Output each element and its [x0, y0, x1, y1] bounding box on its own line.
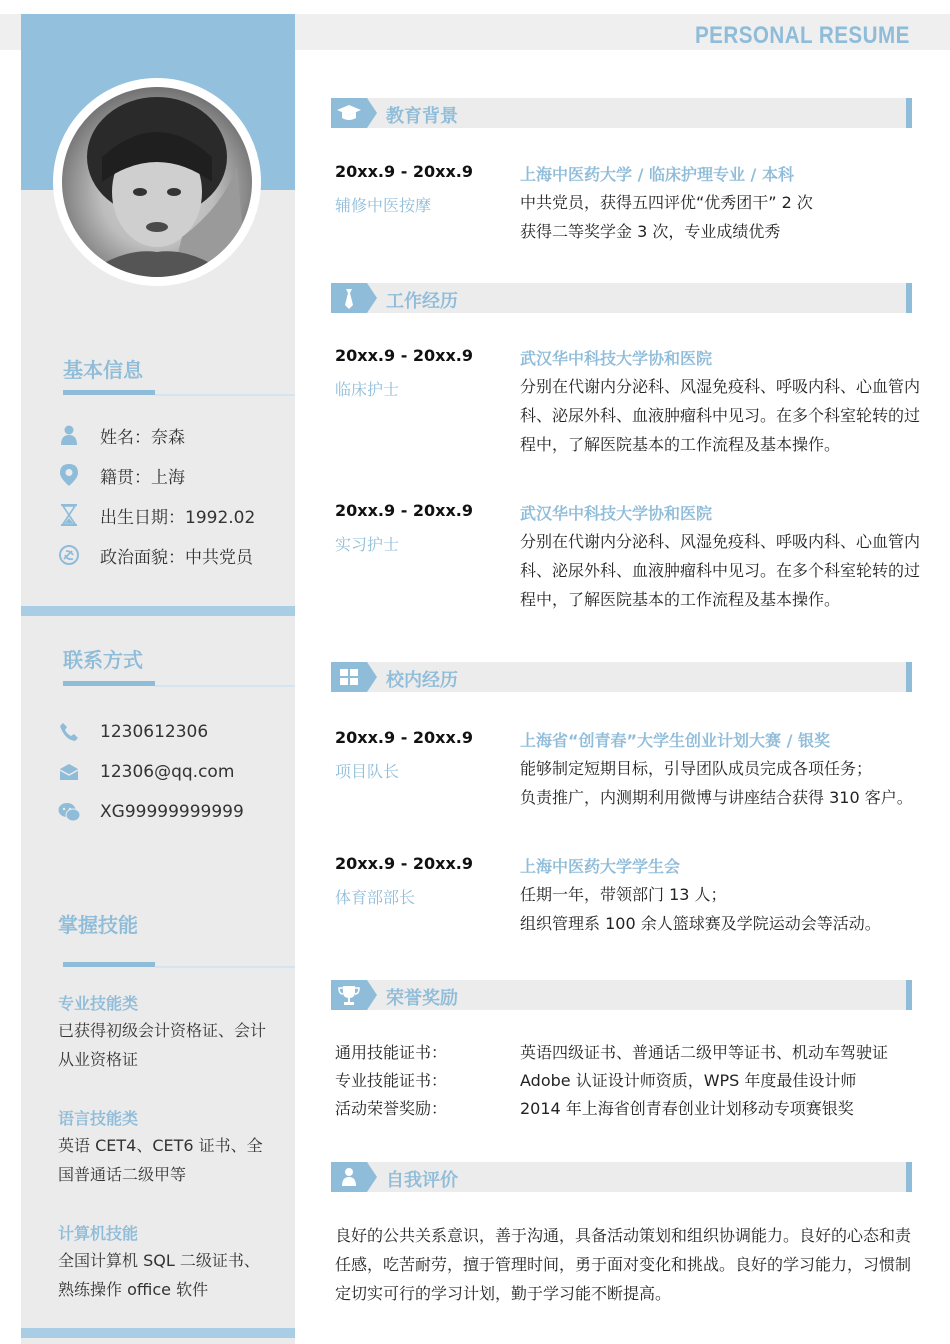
resume-title: PERSONAL RESUME — [695, 22, 910, 49]
skill-text: 英语 CET4、CET6 证书、全国普通话二级甲等 — [58, 1136, 263, 1184]
section-header-education — [331, 98, 912, 128]
hourglass-icon — [58, 504, 80, 526]
entry-desc: 分别在代谢内分泌科、风湿免疫科、呼吸内科、心血管内科、泌尿外科、血液肿瘤科中见习。在多个科室轮转的过程中，了解医院基本的工作流程及基本操作。 — [520, 377, 921, 454]
skill-category: 专业技能类 — [58, 994, 139, 1013]
contact-title: 联系方式 — [63, 648, 143, 672]
entry-desc: 能够制定短期目标，引导团队成员完成各项任务； 负责推广，内测期利用微博与讲座结合获得 310 客户。 — [520, 759, 913, 807]
person-icon — [58, 424, 80, 446]
email-icon — [58, 761, 80, 783]
section-title: 荣誉奖励 — [386, 988, 458, 1009]
skill-category: 语言技能类 — [58, 1109, 139, 1128]
section-title: 校内经历 — [386, 670, 458, 691]
entry-date: 20xx.9 - 20xx.9 — [335, 854, 474, 873]
entry-role: 体育部部长 — [335, 888, 416, 907]
skill-category: 计算机技能 — [58, 1224, 139, 1243]
contact-underline — [63, 681, 155, 686]
avatar — [62, 87, 252, 277]
section-header-honors — [331, 980, 912, 1010]
skill-text: 全国计算机 SQL 二级证书、熟练操作 office 软件 — [58, 1251, 260, 1299]
basic-info-title: 基本信息 — [63, 358, 143, 382]
entry-desc: 任期一年，带领部门 13 人； 组织管理系 100 余人篮球赛及学院运动会等活动。 — [520, 885, 881, 933]
divider — [155, 966, 295, 968]
contact-wechat: XG99999999999 — [58, 800, 244, 824]
entry-role: 临床护士 — [335, 380, 400, 399]
honor-value: 英语四级证书、普通话二级甲等证书、机动车驾驶证 — [520, 1043, 889, 1062]
info-politics: 政治面貌：中共党员 — [58, 543, 253, 567]
entry-role: 实习护士 — [335, 535, 400, 554]
section-title: 工作经历 — [386, 291, 458, 312]
tie-icon — [331, 283, 367, 313]
wechat-icon — [58, 801, 80, 823]
honor-label: 活动荣誉奖励： — [335, 1099, 448, 1118]
entry-date: 20xx.9 - 20xx.9 — [335, 501, 474, 520]
section-header-work — [331, 283, 912, 313]
sidebar-divider-bar — [21, 606, 295, 616]
entry-date: 20xx.9 - 20xx.9 — [335, 162, 474, 181]
sidebar-bottom-bar — [21, 1328, 295, 1338]
section-title: 自我评价 — [386, 1170, 458, 1191]
entry-org: 武汉华中科技大学协和医院 — [520, 349, 713, 368]
honor-value: 2014 年上海省创青春创业计划移动专项赛银奖 — [520, 1099, 854, 1118]
entry-org: 武汉华中科技大学协和医院 — [520, 504, 713, 523]
person-icon — [331, 1162, 367, 1192]
entry-desc: 中共党员，获得五四评优“优秀团干” 2 次 获得二等奖学金 3 次，专业成绩优秀 — [520, 193, 813, 241]
entry-date: 20xx.9 - 20xx.9 — [335, 346, 474, 365]
contact-email: 12306@qq.com — [58, 760, 234, 784]
divider — [155, 394, 295, 396]
location-pin-icon — [58, 464, 80, 486]
contact-phone: 1230612306 — [58, 720, 208, 744]
info-origin: 籍贯：上海 — [58, 463, 185, 487]
entry-role: 辅修中医按摩 — [335, 196, 432, 215]
divider — [155, 685, 295, 687]
honor-label: 专业技能证书： — [335, 1071, 448, 1090]
entry-org: 上海中医药大学 / 临床护理专业 / 本科 — [520, 165, 794, 184]
info-name: 姓名：奈森 — [58, 423, 185, 447]
honor-value: Adobe 认证设计师资质，WPS 年度最佳设计师 — [520, 1071, 857, 1090]
section-title: 教育背景 — [386, 106, 458, 127]
section-header-self — [331, 1162, 912, 1192]
phone-icon — [58, 721, 80, 743]
skills-title: 掌握技能 — [58, 913, 138, 937]
graduation-cap-icon — [331, 98, 367, 128]
trophy-icon — [331, 980, 367, 1010]
section-header-campus — [331, 662, 912, 692]
entry-org: 上海中医药大学学生会 — [520, 857, 681, 876]
windows-grid-icon — [331, 662, 367, 692]
honor-label: 通用技能证书： — [335, 1043, 448, 1062]
entry-org: 上海省“创青春”大学生创业计划大赛 / 银奖 — [520, 731, 831, 750]
skill-text: 已获得初级会计资格证、会计从业资格证 — [58, 1021, 267, 1069]
skills-underline — [63, 962, 155, 967]
entry-date: 20xx.9 - 20xx.9 — [335, 728, 474, 747]
party-icon — [58, 544, 80, 566]
basic-info-underline — [63, 390, 155, 395]
entry-desc: 分别在代谢内分泌科、风湿免疫科、呼吸内科、心血管内科、泌尿外科、血液肿瘤科中见习。在多个科室轮转的过程中，了解医院基本的工作流程及基本操作。 — [520, 532, 921, 609]
info-birth: 出生日期：1992.02 — [58, 503, 255, 527]
self-evaluation-text: 良好的公共关系意识，善于沟通，具备活动策划和组织协调能力。良好的心态和责任感，吃苦耐劳，擅于管理时间，勇于面对变化和挑战。良好的学习能力，习惯制定切实可行的学习计划，勤于学习能不断提高。 — [335, 1226, 912, 1303]
entry-role: 项目队长 — [335, 762, 400, 781]
